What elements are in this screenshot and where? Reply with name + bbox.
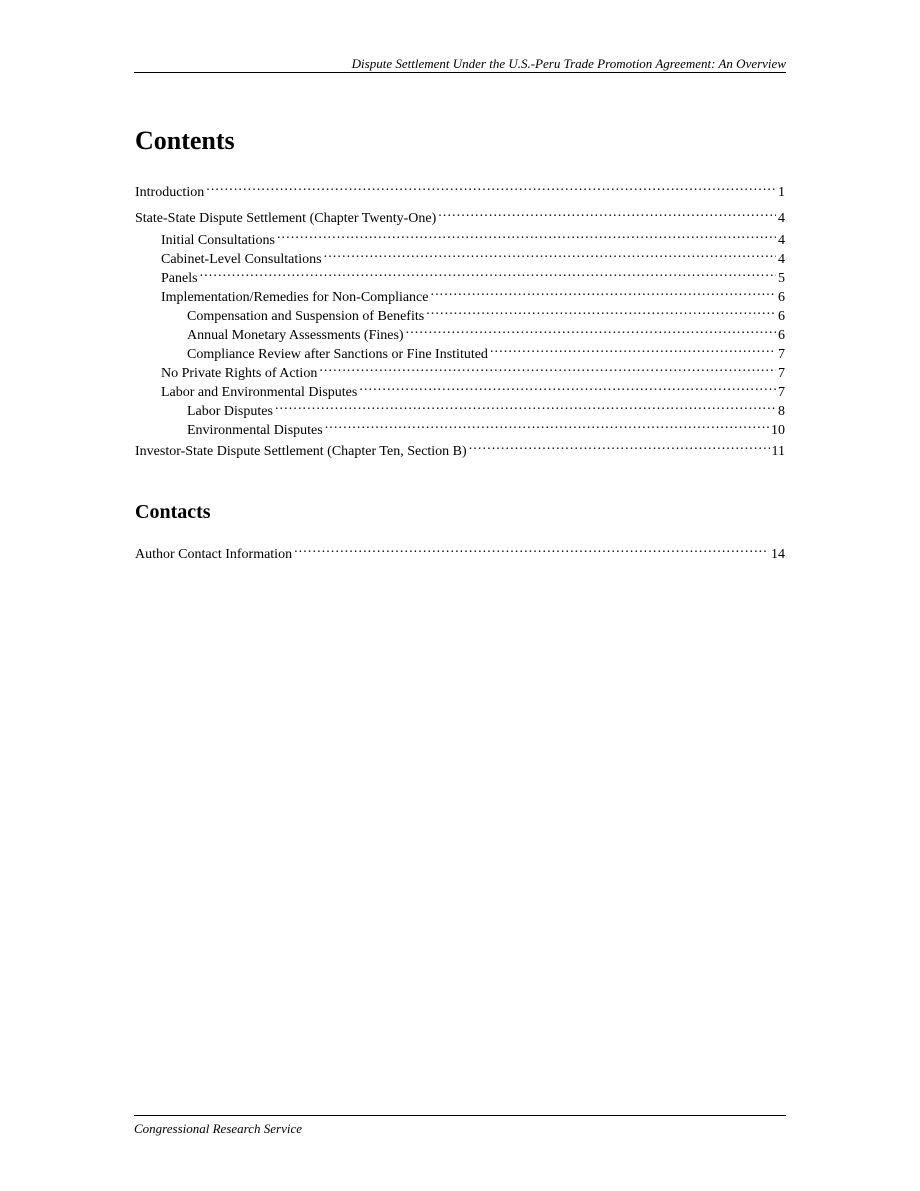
- toc-entry-label: Implementation/Remedies for Non-Compliance: [161, 290, 429, 305]
- toc-entry-label: Labor Disputes: [187, 404, 273, 419]
- toc-entry-page: 8: [778, 404, 785, 419]
- dot-leader: [324, 244, 776, 263]
- toc-entry-no-private-rights[interactable]: [161, 358, 785, 381]
- toc-entry-page: 7: [778, 366, 785, 381]
- toc-entry-page: 6: [778, 309, 785, 324]
- dot-leader: [325, 415, 769, 434]
- toc-entry-label: No Private Rights of Action: [161, 366, 318, 381]
- toc-entry-label: Compensation and Suspension of Benefits: [187, 309, 425, 324]
- toc-entry-initial-consultations[interactable]: [161, 225, 785, 248]
- toc-entry-label: Labor and Environmental Disputes: [161, 385, 358, 400]
- dot-leader: [406, 320, 776, 339]
- toc-entry-label: Annual Monetary Assessments (Fines): [187, 328, 404, 343]
- dot-leader: [319, 358, 776, 377]
- dot-leader: [438, 203, 776, 222]
- toc-entry-page: 14: [771, 547, 785, 562]
- toc-entry-label: Panels: [161, 271, 198, 286]
- toc-entry-page: 4: [778, 252, 785, 267]
- toc-entry-investor-state[interactable]: [135, 436, 785, 459]
- toc-entry-page: 11: [771, 444, 785, 459]
- toc-entry-page: 6: [778, 290, 785, 305]
- toc-entry-label: Investor-State Dispute Settlement (Chapter Ten, Section B): [135, 444, 467, 459]
- running-footer: Congressional Research Service: [134, 1115, 786, 1137]
- toc-entry-state-state[interactable]: [135, 203, 785, 226]
- toc-entry-label: Compliance Review after Sanctions or Fine Instituted: [187, 347, 488, 362]
- dot-leader: [359, 377, 776, 396]
- toc-entry-label: Initial Consultations: [161, 233, 275, 248]
- dot-leader: [275, 396, 776, 415]
- dot-leader: [426, 301, 776, 320]
- toc-entry-label: Introduction: [135, 185, 205, 200]
- toc-entry-page: 1: [778, 185, 785, 200]
- dot-leader: [277, 225, 776, 244]
- toc-entry-label: Environmental Disputes: [187, 423, 323, 438]
- toc-entry-introduction[interactable]: [135, 177, 785, 200]
- dot-leader: [490, 339, 776, 358]
- toc-entry-page: 4: [778, 211, 785, 226]
- toc-entry-label: State-State Dispute Settlement (Chapter Twenty-One): [135, 211, 437, 226]
- contents-heading: Contents: [135, 126, 235, 155]
- toc-entry-page: 5: [778, 271, 785, 286]
- toc-entry-label: Author Contact Information: [135, 547, 293, 562]
- dot-leader: [206, 177, 776, 196]
- contacts-heading: Contacts: [135, 501, 211, 523]
- toc-entry-cabinet-level[interactable]: [161, 244, 785, 267]
- toc-entry-environmental-disputes[interactable]: [187, 415, 785, 438]
- dot-leader: [430, 282, 776, 301]
- toc-entry-implementation[interactable]: [161, 282, 785, 305]
- toc-entry-compensation[interactable]: [187, 301, 785, 324]
- toc-entry-author-contact[interactable]: [135, 539, 785, 562]
- toc-entry-page: 10: [771, 423, 785, 438]
- dot-leader: [200, 263, 776, 282]
- toc-entry-page: 6: [778, 328, 785, 343]
- toc-entry-compliance-review[interactable]: [187, 339, 785, 362]
- toc-entry-label: Cabinet-Level Consultations: [161, 252, 322, 267]
- running-header: Dispute Settlement Under the U.S.-Peru Trade Promotion Agreement: An Overview: [134, 55, 786, 73]
- toc-entry-panels[interactable]: [161, 263, 785, 286]
- toc-entry-page: 7: [778, 385, 785, 400]
- toc-entry-page: 4: [778, 233, 785, 248]
- toc-entry-labor-disputes[interactable]: [187, 396, 785, 419]
- toc-entry-monetary-assessments[interactable]: [187, 320, 785, 343]
- dot-leader: [469, 436, 770, 455]
- toc-entry-page: 7: [778, 347, 785, 362]
- dot-leader: [294, 539, 769, 558]
- toc-entry-labor-environmental[interactable]: [161, 377, 785, 400]
